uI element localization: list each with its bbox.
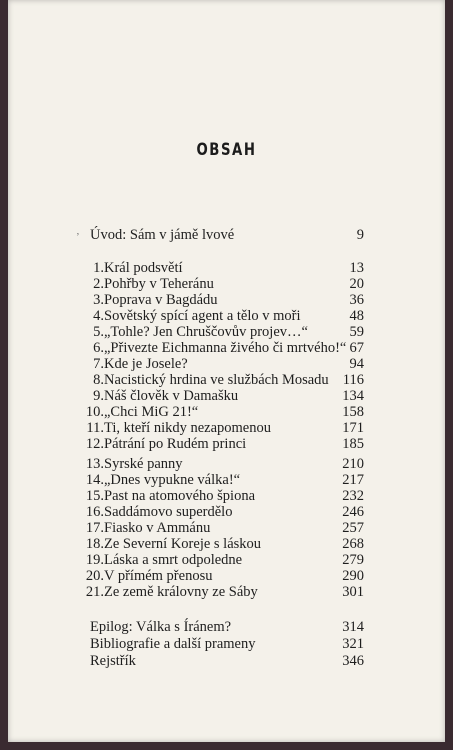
chapter-title: „Přivezte Eichmanna živého či mrtvého!“ bbox=[104, 340, 347, 356]
chapter-title: Pohřby v Teheránu bbox=[104, 276, 214, 292]
chapter-title: Láska a smrt odpoledne bbox=[104, 552, 243, 568]
chapter-title: „Tohle? Jen Chruščovův projev…“ bbox=[104, 324, 308, 340]
chapter-number: 11. bbox=[86, 420, 104, 436]
chapter-title: Ze Severní Koreje s láskou bbox=[104, 536, 262, 552]
chapter-page: 94 bbox=[349, 356, 364, 372]
chapter-title: „Dnes vypukne válka!“ bbox=[104, 472, 241, 488]
chapter-page: 279 bbox=[342, 552, 364, 568]
toc-intro-page: 9 bbox=[356, 227, 364, 243]
toc-intro-title: Úvod: Sám v jámě lvové bbox=[90, 227, 235, 243]
chapter-number: 2. bbox=[93, 276, 104, 292]
chapter-number: 15. bbox=[85, 488, 104, 504]
chapter-page: 268 bbox=[342, 536, 364, 552]
chapter-number: 8. bbox=[93, 372, 104, 388]
chapter-number: 7. bbox=[93, 356, 104, 372]
back-matter-title: Epilog: Válka s Íránem? bbox=[90, 619, 232, 635]
chapter-title: Past na atomového špiona bbox=[104, 488, 256, 504]
chapter-page: 185 bbox=[342, 436, 364, 452]
back-matter-title: Rejstřík bbox=[90, 653, 136, 669]
chapter-number: 10. bbox=[85, 404, 104, 420]
chapter-number: 18. bbox=[85, 536, 104, 552]
chapter-page: 116 bbox=[342, 372, 364, 388]
chapter-title: Náš člověk v Damašku bbox=[104, 388, 239, 404]
chapter-page: 246 bbox=[342, 504, 364, 520]
chapter-title: „Chci MiG 21!“ bbox=[104, 404, 199, 420]
chapter-number: 4. bbox=[93, 308, 104, 324]
chapter-number: 20. bbox=[85, 568, 104, 584]
page-title: OBSAH bbox=[196, 140, 257, 160]
chapter-page: 48 bbox=[349, 308, 364, 324]
chapter-page: 257 bbox=[342, 520, 364, 536]
chapter-page: 13 bbox=[349, 260, 364, 276]
back-matter-page: 314 bbox=[342, 619, 364, 635]
chapter-title: Nacistický hrdina ve službách Mosadu bbox=[104, 372, 329, 388]
chapter-page: 67 bbox=[349, 340, 364, 356]
chapter-number: 19. bbox=[85, 552, 104, 568]
chapter-number: 17. bbox=[85, 520, 104, 536]
chapter-page: 158 bbox=[342, 404, 364, 420]
chapter-page: 290 bbox=[342, 568, 364, 584]
chapter-number: 14. bbox=[85, 472, 104, 488]
chapter-page: 171 bbox=[342, 420, 364, 436]
chapter-title: Syrské panny bbox=[104, 456, 183, 472]
chapter-number: 16. bbox=[85, 504, 104, 520]
back-matter-page: 346 bbox=[342, 653, 364, 669]
chapter-number: 5. bbox=[93, 324, 104, 340]
chapter-title: Poprava v Bagdádu bbox=[104, 292, 218, 308]
chapter-page: 210 bbox=[342, 456, 364, 472]
chapter-title: Fiasko v Ammánu bbox=[104, 520, 211, 536]
chapter-number: 21. bbox=[85, 584, 104, 600]
chapter-title: Ze země královny ze Sáby bbox=[104, 584, 258, 600]
chapter-page: 59 bbox=[349, 324, 364, 340]
chapter-title: Saddámovo superdělo bbox=[104, 504, 233, 520]
chapter-number: 1. bbox=[93, 260, 104, 276]
chapter-page: 232 bbox=[342, 488, 364, 504]
chapter-number: 9. bbox=[93, 388, 104, 404]
chapter-title: Ti, kteří nikdy nezapomenou bbox=[104, 420, 271, 436]
chapter-page: 36 bbox=[349, 292, 364, 308]
chapter-page: 301 bbox=[342, 584, 364, 600]
chapter-number: 3. bbox=[93, 292, 104, 308]
chapter-number: 12. bbox=[85, 436, 104, 452]
chapter-title: Sovětský spící agent a tělo v moři bbox=[104, 308, 301, 324]
chapter-number: 6. bbox=[93, 340, 104, 356]
chapter-title: Král podsvětí bbox=[104, 260, 183, 276]
chapter-page: 134 bbox=[342, 388, 364, 404]
chapter-page: 217 bbox=[342, 472, 364, 488]
back-matter-page: 321 bbox=[342, 636, 364, 652]
chapter-title: Pátrání po Rudém princi bbox=[104, 436, 247, 452]
chapter-page: 20 bbox=[349, 276, 364, 292]
margin-mark: ’ bbox=[76, 231, 80, 243]
back-matter-title: Bibliografie a další prameny bbox=[90, 636, 256, 652]
chapter-title: V přímém přenosu bbox=[104, 568, 213, 584]
chapter-title: Kde je Josele? bbox=[104, 356, 188, 372]
chapter-number: 13. bbox=[85, 456, 104, 472]
